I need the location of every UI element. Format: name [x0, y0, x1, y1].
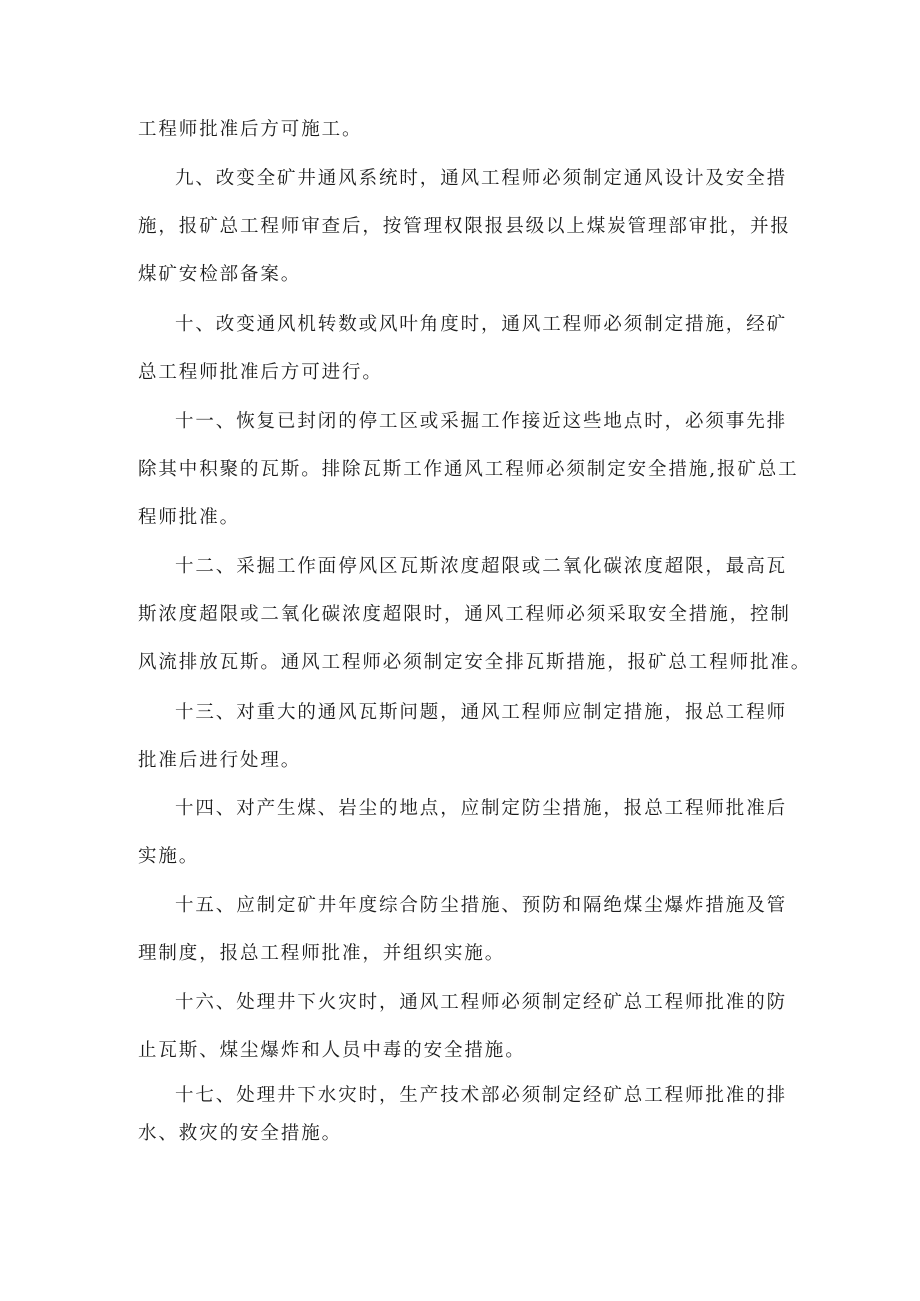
paragraph-16 [138, 979, 788, 1075]
text-line: 除其中积聚的瓦斯。排除瓦斯工作通风工程师必须制定安全措施,报矿总工 [138, 459, 799, 480]
text-line: 批准后进行处理。 [138, 750, 302, 771]
paragraph-15 [138, 882, 788, 978]
paragraph-17 [138, 1077, 788, 1153]
paragraph-10 [138, 301, 788, 397]
text-line: 十五、应制定矿井年度综合防尘措施、预防和隔绝煤尘爆炸措施及管 [175, 895, 788, 916]
paragraph-13 [138, 689, 788, 785]
paragraph-12 [138, 543, 812, 687]
paragraph-8-tail [138, 106, 788, 154]
text-line: 煤矿安检部备案。 [138, 264, 302, 285]
text-line: 风流排放瓦斯。通风工程师必须制定安全排瓦斯措施，报矿总工程师批准。 [138, 652, 812, 673]
text-line: 工程师批准后方可施工。 [138, 119, 363, 140]
paragraph-11 [138, 398, 799, 542]
paragraph-14 [138, 785, 788, 881]
text-line: 十六、处理井下火灾时，通风工程师必须制定经矿总工程师批准的防 [175, 992, 788, 1013]
text-line: 十、改变通风机转数或风叶角度时，通风工程师必须制定措施，经矿 [175, 314, 788, 335]
text-line: 总工程师批准后方可进行。 [138, 362, 383, 383]
text-line: 十四、对产生煤、岩尘的地点，应制定防尘措施，报总工程师批准后 [175, 798, 788, 819]
text-line: 程师批准。 [138, 507, 241, 528]
text-line: 水、救灾的安全措施。 [138, 1123, 343, 1144]
text-line: 十二、采掘工作面停风区瓦斯浓度超限或二氧化碳浓度超限，最高瓦 [175, 556, 788, 577]
text-line: 九、改变全矿井通风系统时，通风工程师必须制定通风设计及安全措 [175, 168, 788, 189]
text-line: 实施。 [138, 846, 200, 867]
text-line: 十三、对重大的通风瓦斯问题，通风工程师应制定措施，报总工程师 [175, 702, 788, 723]
text-line: 十七、处理井下水灾时，生产技术部必须制定经矿总工程师批准的排 [175, 1085, 788, 1106]
text-line: 施，报矿总工程师审查后，按管理权限报县级以上煤炭管理部审批，并报 [138, 216, 791, 237]
text-line: 十一、恢复已封闭的停工区或采掘工作接近这些地点时，必须事先排 [175, 411, 788, 432]
text-line: 止瓦斯、煤尘爆炸和人员中毒的安全措施。 [138, 1040, 526, 1061]
text-line: 理制度，报总工程师批准，并组织实施。 [138, 943, 506, 964]
text-line: 斯浓度超限或二氧化碳浓度超限时，通风工程师必须采取安全措施，控制 [138, 604, 791, 625]
paragraph-9 [138, 155, 791, 299]
